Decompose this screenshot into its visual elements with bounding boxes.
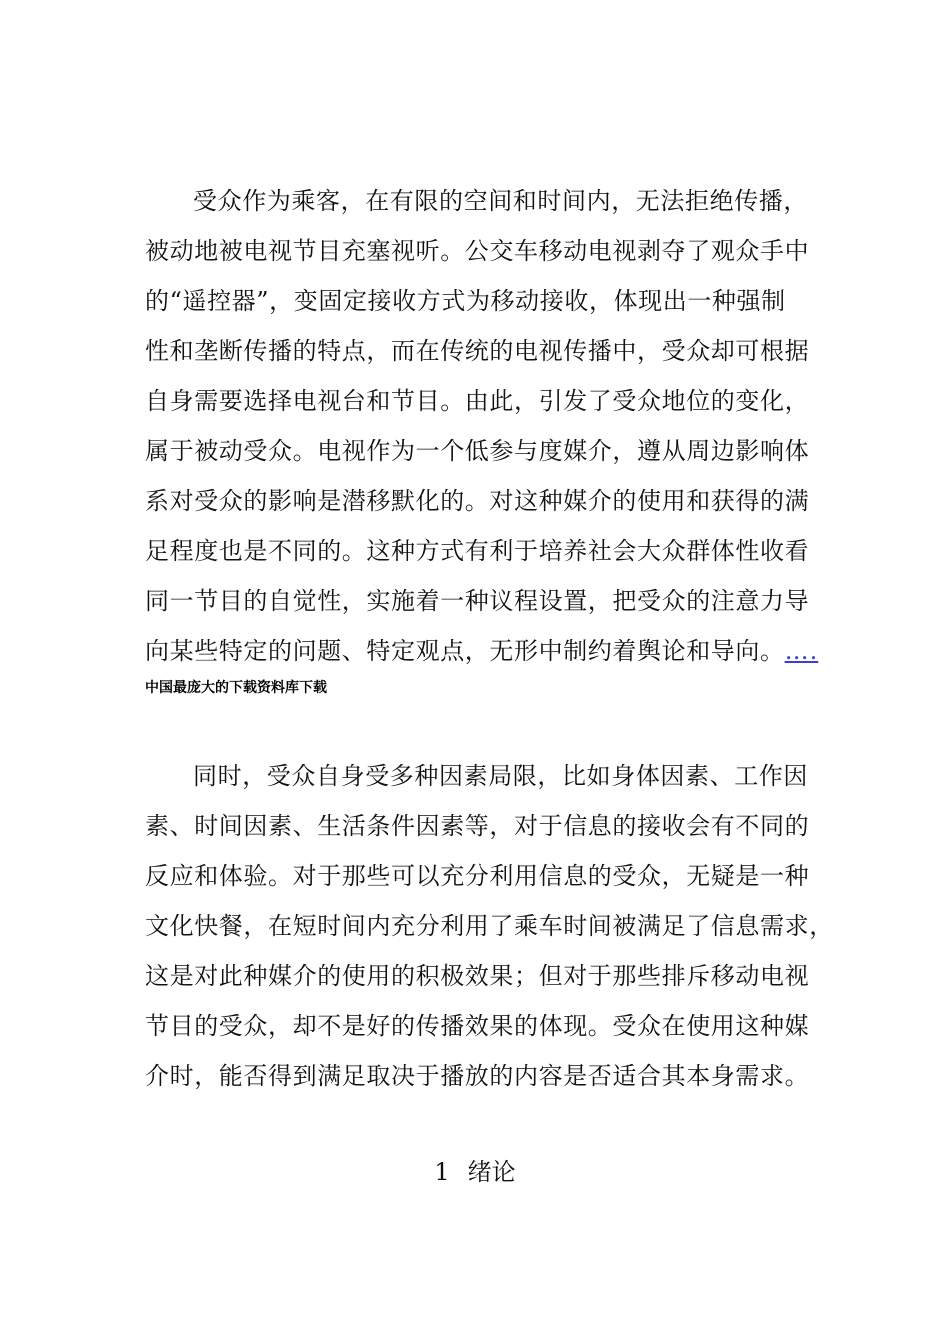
paragraph-line: 同一节目的自觉性，实施着一种议程设置，把受众的注意力导 — [145, 587, 810, 615]
paragraph-line: 被动地被电视节目充塞视听。公交车移动电视剥夺了观众手中 — [145, 237, 810, 265]
paragraph-line: 属于被动受众。电视作为一个低参与度媒介，遵从周边影响体 — [145, 437, 810, 465]
body-paragraph-2 — [145, 751, 834, 1101]
paragraph-line: 的“遥控器”，变固定接收方式为移动接收，体现出一种强制 — [145, 287, 786, 315]
paragraph-line: 节目的受众，却不是好的传播效果的体现。受众在使用这种媒 — [145, 1012, 810, 1040]
download-source-note: 中国最庞大的下载资料库下载 — [145, 680, 327, 696]
paragraph-last-line — [145, 626, 819, 676]
paragraph-line: 这是对此种媒介的使用的积极效果；但对于那些排斥移动电视 — [145, 962, 810, 990]
paragraph-line: 介时，能否得到满足取决于播放的内容是否适合其本身需求。 — [145, 1062, 810, 1090]
paragraph-line-text: 向某些特定的问题、特定观点，无形中制约着舆论和导向。 — [145, 637, 785, 665]
body-paragraph-1 — [145, 176, 819, 676]
paragraph-line: 素、时间因素、生活条件因素等，对于信息的接收会有不同的 — [145, 812, 810, 840]
ellipsis-link[interactable]: …. — [784, 637, 819, 665]
paragraph-line: 受众作为乘客，在有限的空间和时间内，无法拒绝传播， — [193, 187, 808, 215]
paragraph-line: 性和垄断传播的特点，而在传统的电视传播中，受众却可根据 — [145, 337, 810, 365]
paragraph-line: 足程度也是不同的。这种方式有利于培养社会大众群体性收看 — [145, 537, 810, 565]
section-number: 1 — [434, 1158, 450, 1186]
paragraph-line: 反应和体验。对于那些可以充分利用信息的受众，无疑是一种 — [145, 862, 810, 890]
paragraph-line: 同时，受众自身受多种因素局限，比如身体因素、工作因 — [193, 762, 808, 790]
section-heading — [0, 1154, 950, 1190]
section-title: 绪论 — [467, 1158, 516, 1186]
paragraph-line: 自身需要选择电视台和节目。由此，引发了受众地位的变化， — [145, 387, 810, 415]
paragraph-line: 文化快餐，在短时间内充分利用了乘车时间被满足了信息需求， — [145, 912, 834, 940]
paragraph-line: 系对受众的影响是潜移默化的。对这种媒介的使用和获得的满 — [145, 487, 810, 515]
